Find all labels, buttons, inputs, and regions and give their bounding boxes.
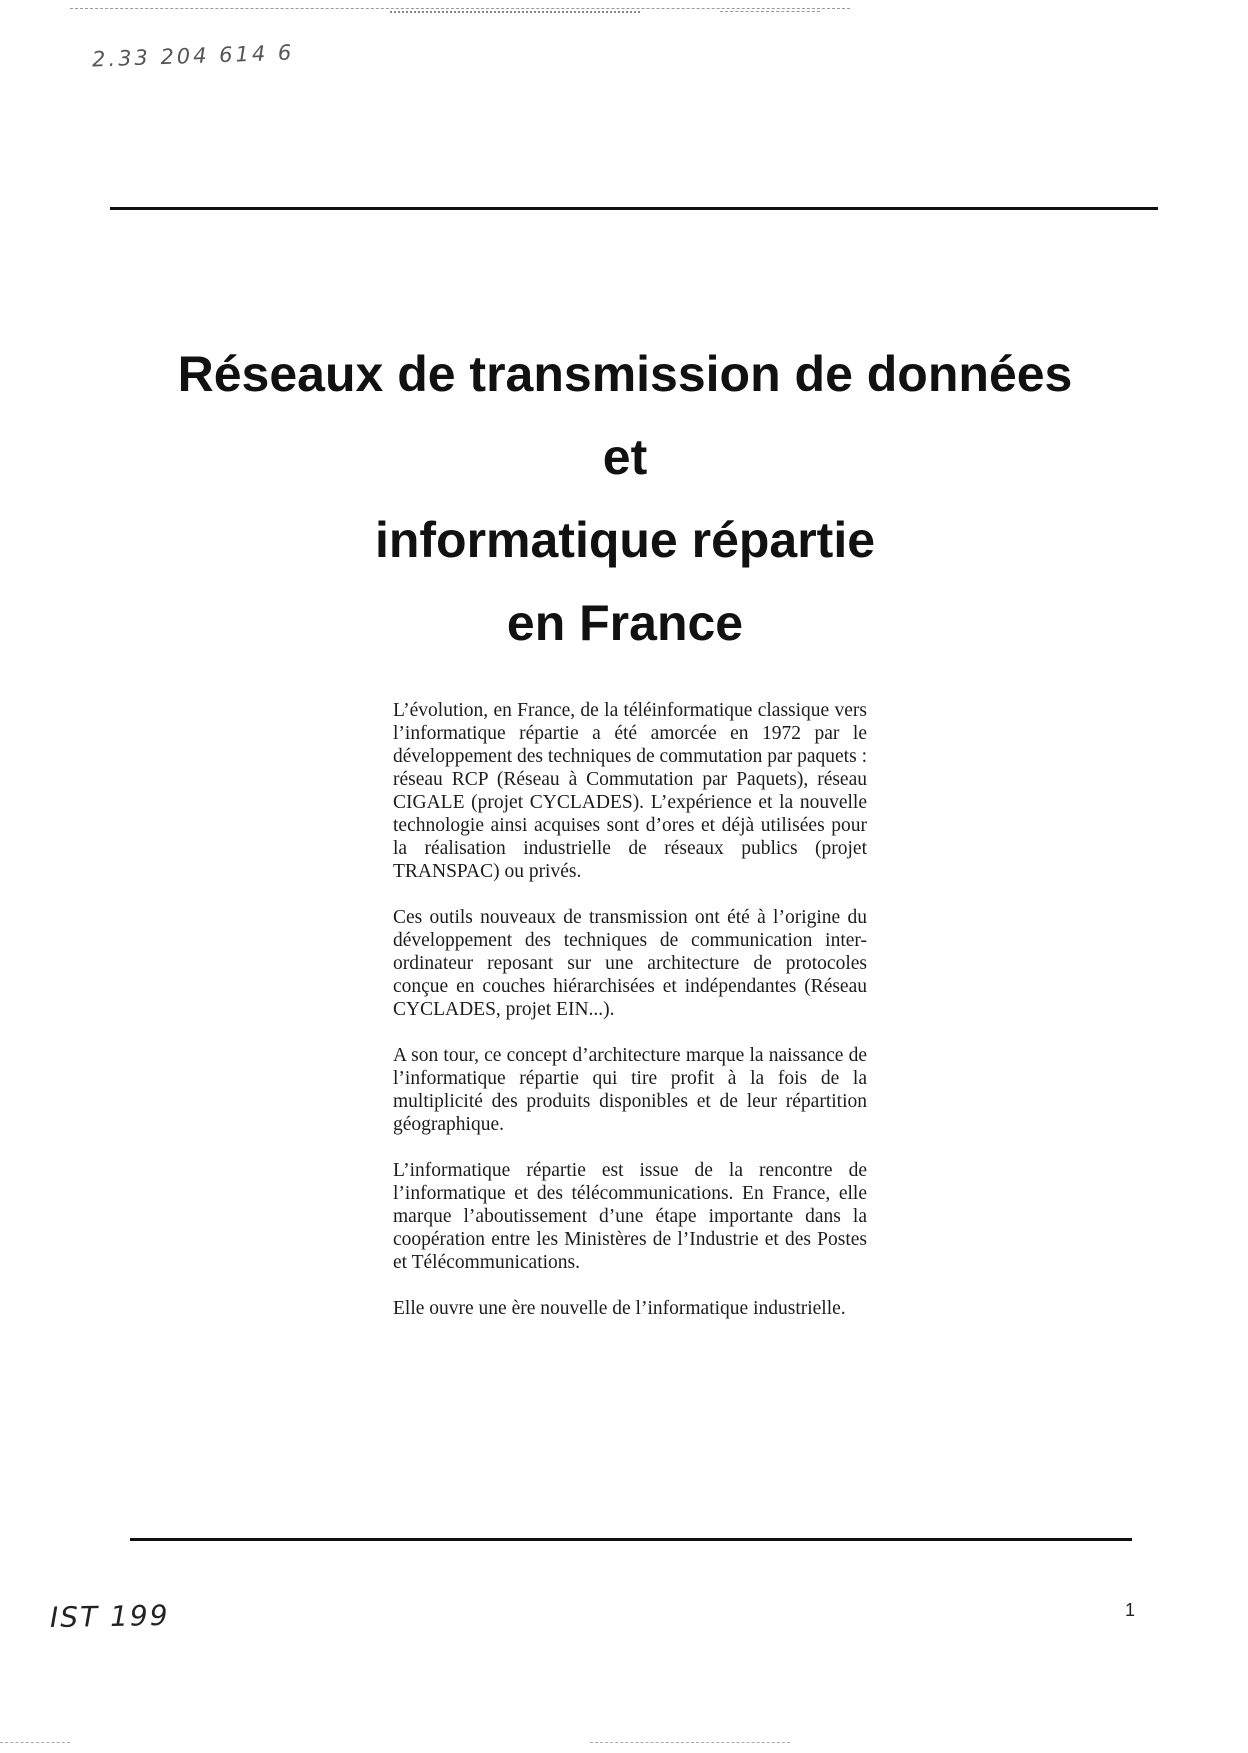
body-paragraph: Elle ouvre une ère nouvelle de l’informatique industrielle.	[393, 1298, 846, 1319]
title-line: Réseaux de transmission de données	[177, 346, 1073, 402]
scan-artifact-bottom	[590, 1742, 790, 1744]
body-paragraph: Ces outils nouveaux de transmission ont été à l’origine du développement des techniques de communication inter-ordinateur reposant sur une architecture de protocoles conçue en couches hiérarchisées et indépendantes (Réseau CYCLADES, projet EIN...).	[393, 907, 867, 1020]
body-text	[393, 699, 867, 1343]
top-horizontal-rule	[110, 207, 1158, 210]
scan-artifact-top-2	[390, 11, 640, 14]
body-paragraph: A son tour, ce concept d’architecture marque la naissance de l’informatique répartie qui tire profit à la fois de la multiplicité des produits disponibles et de leur répartition géographique.	[393, 1045, 867, 1135]
handwritten-reference-top: 2.33 204 614 6	[91, 40, 295, 72]
bottom-horizontal-rule	[130, 1538, 1132, 1541]
title-line: en France	[506, 595, 744, 651]
scan-artifact-bottom-left	[0, 1742, 70, 1744]
title-line: et	[602, 429, 648, 485]
scan-artifact-top	[70, 8, 850, 10]
title-line: informatique répartie	[374, 512, 876, 568]
page-number: 1	[1125, 1600, 1136, 1620]
body-paragraph: L’évolution, en France, de la téléinformatique classique vers l’informatique répartie a été amorcée en 1972 par le développement des techniques de commutation par paquets : réseau RCP (Réseau à Commutation par Paquets), réseau CIGALE (projet CYCLADES). L’expérience et la nouvelle technologie ainsi acquises sont d’ores et déjà utilisées pour la réalisation industrielle de réseaux publics (projet TRANSPAC) ou privés.	[393, 700, 867, 882]
document-title	[80, 333, 1170, 665]
scan-artifact-top-3	[720, 11, 820, 13]
body-paragraph: L’informatique répartie est issue de la rencontre de l’informatique et des télécommunications. En France, elle marque l’aboutissement d’une étape importante dans la coopération entre les Ministères de l’Industrie et des Postes et Télécommunications.	[393, 1160, 867, 1273]
handwritten-reference-bottom: IST 199	[49, 1598, 170, 1635]
